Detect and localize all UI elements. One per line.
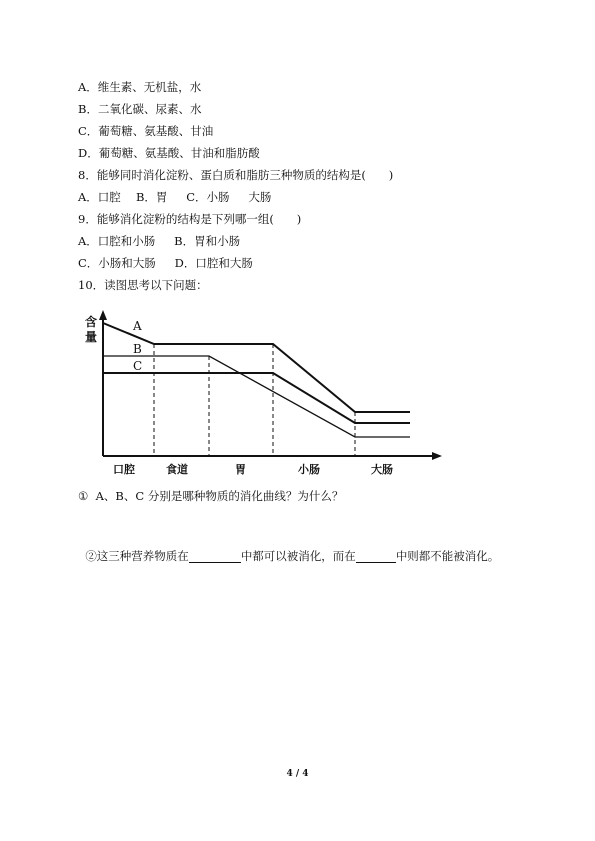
sub2-text-3: 中则都不能被消化。 (395, 549, 500, 563)
option-7a: A．维生素、无机盐，水 (78, 80, 202, 94)
option-7b: B．二氧化碳、尿素、水 (78, 102, 202, 116)
organ-label-esophagus: 食道 (166, 463, 188, 476)
curve-c (103, 373, 410, 423)
question-8-stem: 8．能够同时消化淀粉、蛋白质和脂肪三种物质的结构是( ) (78, 168, 394, 182)
y-axis-label-bottom: 量 (85, 330, 98, 344)
organ-label-mouth: 口腔 (113, 463, 135, 476)
curve-b (103, 356, 410, 437)
y-axis-arrow (99, 310, 107, 320)
organ-label-stomach: 胃 (235, 463, 246, 476)
curve-label-a: A (133, 319, 142, 333)
sub2-text-1: ②这三种营养物质在 (85, 549, 189, 563)
curve-label-b: B (133, 342, 142, 356)
question-10-sub2 (78, 535, 499, 563)
question-10-stem: 10．读图思考以下问题： (78, 278, 208, 292)
page-number: 4 / 4 (286, 769, 309, 779)
digestion-curve-diagram (70, 306, 450, 482)
organ-label-large-intestine: 大肠 (371, 463, 393, 476)
organ-label-small-intestine: 小肠 (298, 463, 320, 476)
question-9-options-row1: A．口腔和小肠 B．胃和小肠 (78, 234, 241, 248)
question-9-options-row2: C．小肠和大肠 D．口腔和大肠 (78, 256, 253, 270)
option-7d: D．葡萄糖、氨基酸、甘油和脂肪酸 (78, 146, 260, 160)
curve-label-c: C (133, 359, 143, 373)
y-axis-label-top: 含 (85, 315, 98, 329)
question-9-stem: 9．能够消化淀粉的结构是下列哪一组( ) (78, 212, 302, 226)
option-7c: C．葡萄糖、氨基酸、甘油 (78, 124, 214, 138)
answer-blank-1[interactable] (189, 550, 241, 563)
curve-a (103, 323, 410, 412)
sub2-text-2: 中都可以被消化，而在 (240, 549, 356, 563)
x-axis-arrow (432, 452, 442, 460)
question-8-options: A．口腔 B．胃 C．小肠 大肠 (78, 190, 272, 204)
answer-blank-2[interactable] (356, 550, 396, 563)
question-10-sub1: ① A、B、C 分别是哪种物质的消化曲线？为什么？ (78, 489, 344, 503)
